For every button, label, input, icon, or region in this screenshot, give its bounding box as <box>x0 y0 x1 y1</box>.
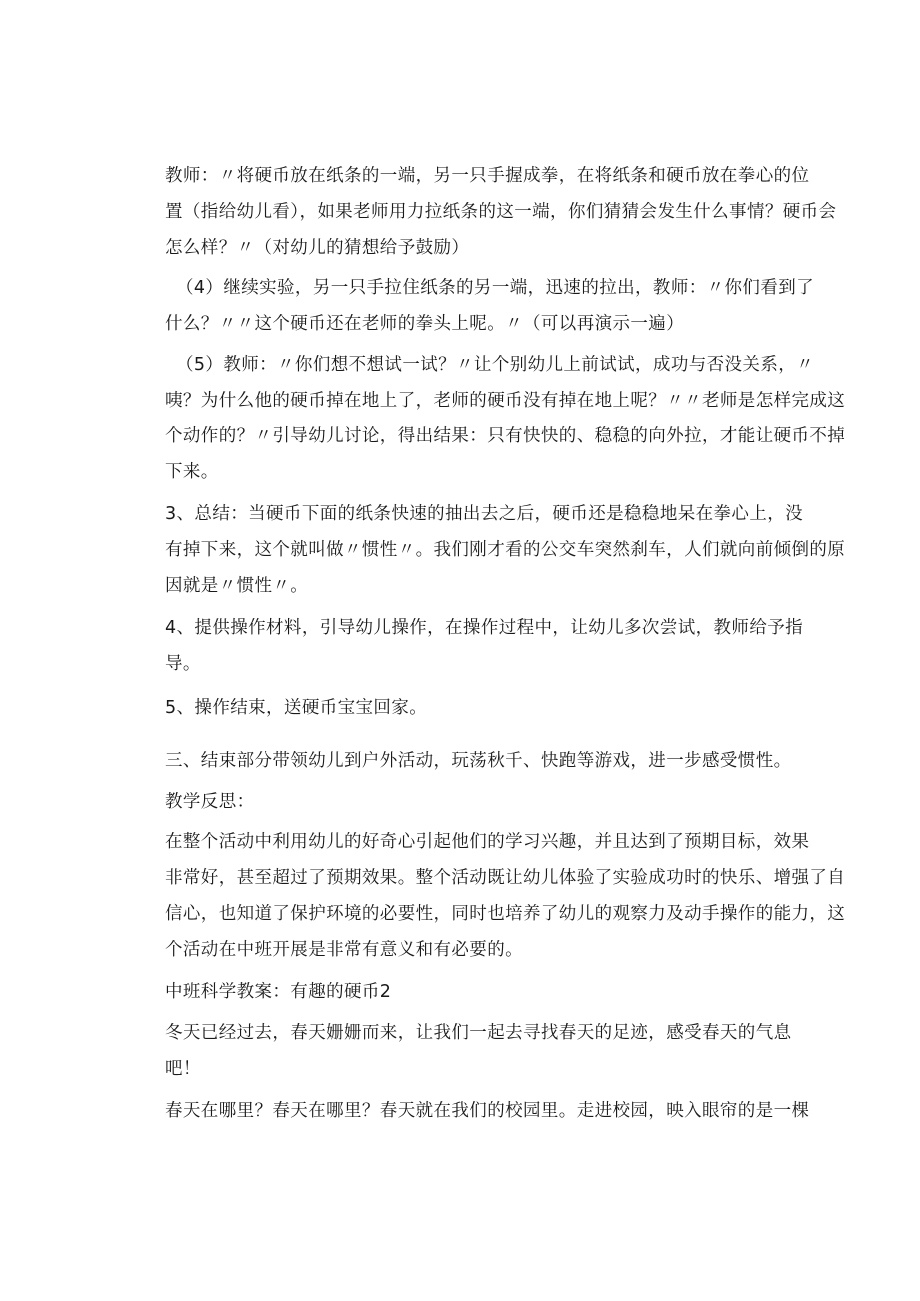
text-line: 有掉下来，这个就叫做〃惯性〃。我们刚才看的公交车突然刹车，人们就向前倾倒的原 <box>165 540 846 560</box>
text-line: 个动作的？〃引导幼儿讨论，得出结果：只有快快的、稳稳的向外拉，才能让硬币不掉 <box>165 426 846 446</box>
text-line: 个活动在中班开展是非常有意义和有必要的。 <box>165 940 523 960</box>
text-line: 咦？为什么他的硬币掉在地上了，老师的硬币没有掉在地上呢？〃〃老师是怎样完成这 <box>165 391 846 411</box>
text-line: （4）继续实验，另一只手拉住纸条的另一端，迅速的拉出，教师：〃你们看到了 <box>176 278 815 298</box>
text-line: 三、结束部分带领幼儿到户外活动，玩荡秋千、快跑等游戏，进一步感受惯性。 <box>165 751 792 771</box>
text-line: 什么？〃〃这个硬币还在老师的拳头上呢。〃（可以再演示一遍） <box>165 314 685 334</box>
text-line: 中班科学教案：有趣的硬币2 <box>165 982 392 1002</box>
text-line: 教师：〃将硬币放在纸条的一端，另一只手握成拳，在将纸条和硬币放在拳心的位 <box>165 166 810 186</box>
text-line: 吧！ <box>165 1059 201 1079</box>
text-line: 怎么样？〃（对幼儿的猜想给予鼓励） <box>165 238 470 258</box>
text-line: 春天在哪里？春天在哪里？春天就在我们的校园里。走进校园，映入眼帘的是一棵 <box>165 1101 810 1121</box>
text-line: 非常好，甚至超过了预期效果。整个活动既让幼儿体验了实验成功时的快乐、增强了自 <box>165 868 846 888</box>
text-line: 在整个活动中利用幼儿的好奇心引起他们的学习兴趣，并且达到了预期目标，效果 <box>165 832 810 852</box>
text-line: 冬天已经过去，春天姗姗而来，让我们一起去寻找春天的足迹，感受春天的气息 <box>165 1023 792 1043</box>
text-line: 3、总结：当硬币下面的纸条快速的抽出去之后，硬币还是稳稳地呆在拳心上，没 <box>165 504 804 524</box>
text-line: 教学反思： <box>165 792 255 812</box>
text-line: （5）教师：〃你们想不想试一试？〃让个别幼儿上前试试，成功与否没关系，〃 <box>176 355 815 375</box>
text-line: 导。 <box>165 654 201 674</box>
text-line: 因就是〃惯性〃。 <box>165 576 309 596</box>
text-line: 4、提供操作材料，引导幼儿操作，在操作过程中，让幼儿多次尝试，教师给予指 <box>165 618 804 638</box>
text-line: 置（指给幼儿看），如果老师用力拉纸条的这一端，你们猜猜会发生什么事情？硬币会 <box>165 202 837 222</box>
text-line: 信心，也知道了保护环境的必要性，同时也培养了幼儿的观察力及动手操作的能力，这 <box>165 904 846 924</box>
text-line: 5、操作结束，送硬币宝宝回家。 <box>165 698 428 718</box>
text-line: 下来。 <box>165 462 219 482</box>
